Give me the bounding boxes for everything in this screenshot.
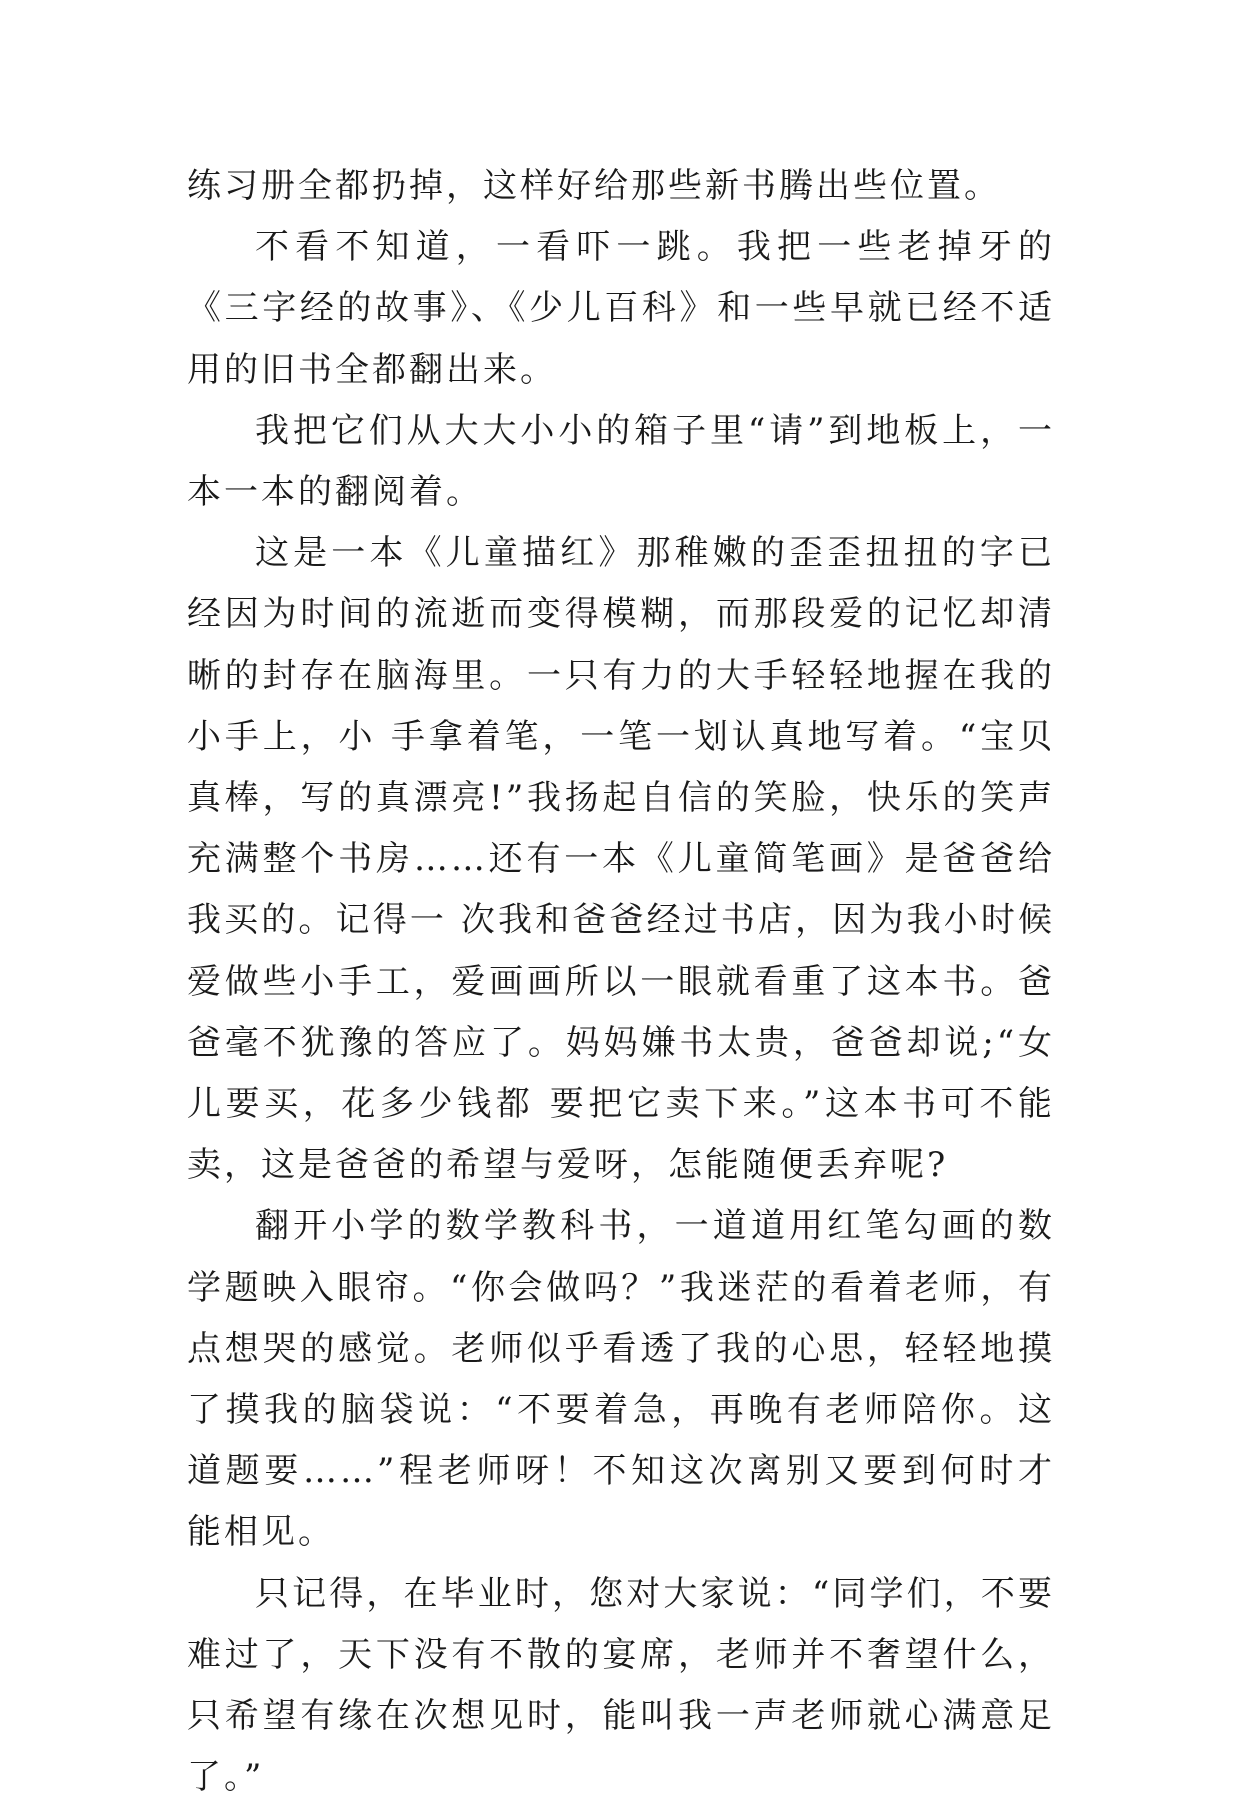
paragraph-continuation: 练习册全都扔掉，这样好给那些新书腾出些位置。 [187,166,1001,206]
paragraph: 不看不知道，一看吓一跳。我把一些老掉牙的《三字经的故事》、《少儿百科》和一些早就已经不适用的旧书全都翻出来。 [187,227,1055,390]
paragraph: 这是一本《儿童描红》那稚嫩的歪歪扭扭的字已经因为时间的流逝而变得模糊，而那段爱的记忆却清晰的封存在脑海里。一只有力的大手轻轻地握在我的小手上，小 手拿着笔，一笔一划认真地写着。“宝贝真棒，写的真漂亮!”我扬起自信的笑脸，快乐的笑声充满整个书房……还有一本《儿童简笔画》是爸爸给我买的。记得一 次我和爸爸经过书店，因为我小时候爱做些小手工，爱画画所以一眼就看重了这本书。爸爸毫不犹豫的答应了。妈妈嫌书太贵，爸爸却说;“女儿要买，花多少钱都 要把它卖下来。”这本书可不能卖，这是爸爸的希望与爱呀，怎能随便丢弃呢? [187,533,1055,1186]
paragraph: 只记得，在毕业时，您对大家说：“同学们，不要难过了，天下没有不散的宴席，老师并不奢望什么，只希望有缘在次想见时，能叫我一声老师就心满意足了。” [187,1573,1055,1798]
document-body [187,156,1055,1808]
paragraph: 翻开小学的数学教科书，一道道用红笔勾画的数学题映入眼帘。“你会做吗？”我迷茫的看着老师，有点想哭的感觉。老师似乎看透了我的心思，轻轻地摸了摸我的脑袋说：“不要着急，再晚有老师陪你。这道题要……”程老师呀！不知这次离别又要到何时才能相见。 [187,1206,1055,1553]
paragraph: 我把它们从大大小小的箱子里“请”到地板上，一本一本的翻阅着。 [187,410,1055,513]
